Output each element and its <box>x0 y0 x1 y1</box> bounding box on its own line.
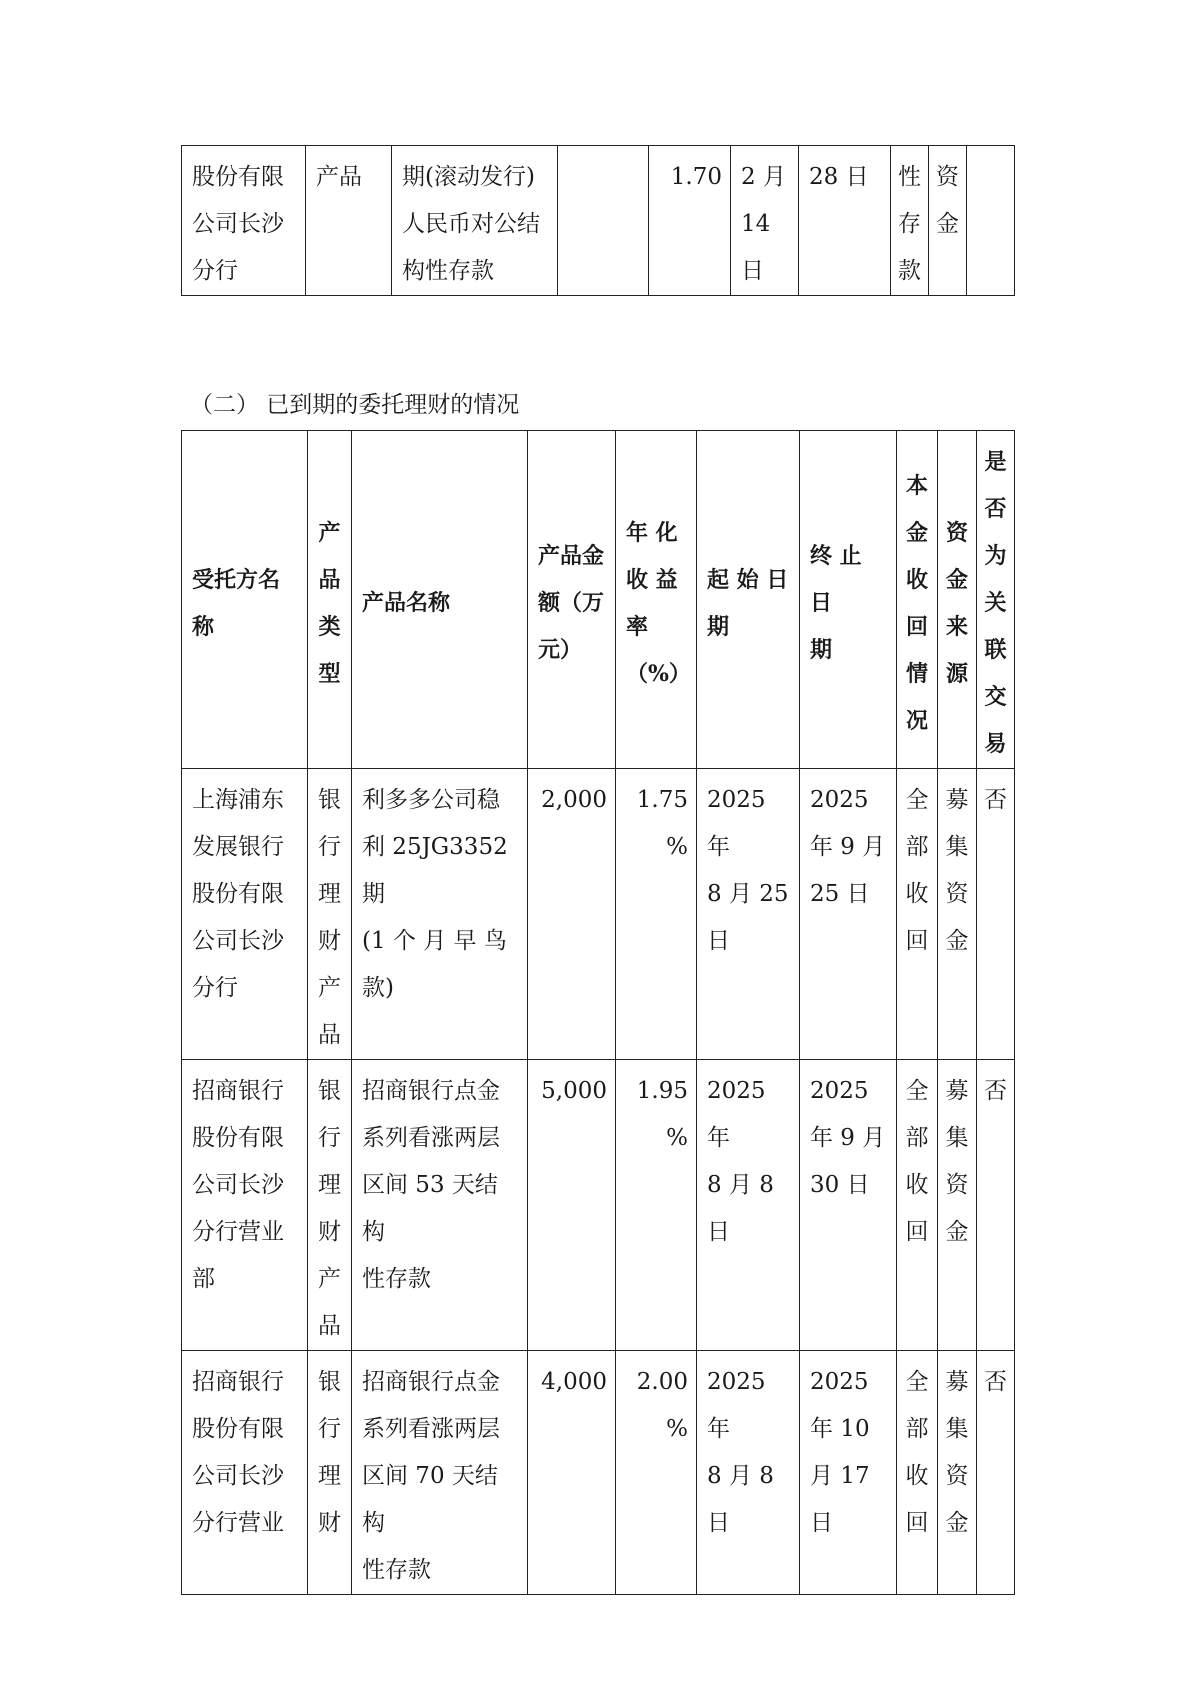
cell-source <box>938 1351 977 1595</box>
cell-line: 日 <box>810 1510 833 1536</box>
cell-line: 资 <box>936 164 959 190</box>
cell-line: 系列看涨两层 <box>362 1416 500 1442</box>
cell-bank <box>182 146 306 296</box>
cell-line: % <box>666 1416 688 1442</box>
cell-source <box>938 769 977 1060</box>
cell-line: 关 <box>984 590 1007 616</box>
continued-table <box>181 145 1015 296</box>
section-title: （二） 已到期的委托理财的情况 <box>190 392 520 418</box>
cell-line: 类 <box>318 613 341 640</box>
cell-line: 况 <box>905 707 928 734</box>
cell-line: 金 <box>945 928 969 954</box>
cell-line: 2025 年 <box>707 1078 766 1151</box>
cell-line: 招商银行点金 <box>362 1369 500 1395</box>
cell-line: 易 <box>984 731 1007 757</box>
cell-line: 联 <box>984 637 1007 663</box>
cell-line: 银 <box>318 1369 341 1395</box>
cell-end <box>800 1351 897 1595</box>
cell-line: 募 <box>945 1078 969 1104</box>
cell-line: 是 <box>984 449 1007 475</box>
cell-line: 行 <box>318 834 341 860</box>
cell-line: 分行营业 <box>192 1510 284 1536</box>
header-related <box>977 431 1015 769</box>
cell-line: 资 <box>945 1463 969 1489</box>
cell-line: 招商银行 <box>192 1369 284 1395</box>
cell-line: 分行 <box>192 975 238 1001</box>
cell-line: 月 17 <box>810 1463 870 1489</box>
cell-line: 产品 <box>316 164 362 190</box>
cell-recovery <box>897 1351 938 1595</box>
cell-line: 交 <box>984 684 1007 710</box>
cell-line: 行 <box>318 1416 341 1442</box>
cell-line: 上海浦东 <box>192 787 284 813</box>
cell-start <box>697 1351 800 1595</box>
cell-related: 否 <box>977 1060 1015 1351</box>
cell-line: 产 <box>318 519 341 546</box>
header-start <box>697 431 800 769</box>
cell-line: 本 <box>905 472 928 499</box>
cell-line: 公司长沙 <box>192 928 284 954</box>
cell-line: 金 <box>905 519 928 546</box>
header-bank: 受托方名称 <box>182 431 308 769</box>
cell-line: 30 日 <box>810 1172 870 1198</box>
cell-name <box>392 146 558 296</box>
cell-line: 集 <box>945 1125 969 1151</box>
cell-line: 募 <box>945 787 969 813</box>
cell-line: 分行营业 <box>192 1219 284 1245</box>
cell-line: 2025 <box>810 787 869 813</box>
cell-type <box>308 769 352 1060</box>
cell-line: 年 9 月 <box>810 1125 886 1151</box>
cell-name <box>352 1060 528 1351</box>
cell-line: 期(滚动发行) <box>402 164 535 190</box>
cell-line: 品 <box>318 1313 341 1339</box>
cell-line: 利多多公司稳 <box>362 787 500 813</box>
cell-line: 型 <box>318 660 341 687</box>
cell-line: 14 <box>741 211 771 237</box>
cell-line: 终 止 日 <box>810 543 862 616</box>
cell-line: 募 <box>945 1369 969 1395</box>
cell-rate <box>616 1060 697 1351</box>
cell-start <box>697 1060 800 1351</box>
cell-line: 利 25JG3352 期 <box>362 834 508 907</box>
cell-line: 28 日 <box>809 164 869 190</box>
cell-line: 2025 年 <box>707 1369 766 1442</box>
cell-line: 回 <box>905 1219 929 1245</box>
cell-line: 全 <box>905 787 929 813</box>
cell-line: 理 <box>318 1172 341 1198</box>
cell-line: 股份有限 <box>192 881 284 907</box>
cell-line: 收 益 <box>626 566 678 593</box>
cell-line: 资 <box>945 519 968 546</box>
header-type <box>308 431 352 769</box>
cell-line: 理 <box>318 1463 341 1489</box>
header-recovery <box>897 431 938 769</box>
cell-line: % <box>666 834 688 860</box>
cell-line: 2025 <box>810 1369 869 1395</box>
cell-amount: 4,000 <box>528 1351 616 1595</box>
cell-line: 财 <box>318 1510 341 1536</box>
cell-line: (1 个 月 早 鸟 <box>362 928 507 954</box>
cell-line: 招商银行 <box>192 1078 284 1104</box>
cell-line: 期 <box>810 637 833 663</box>
cell-recovery <box>897 769 938 1060</box>
cell-line: 人民币对公结 <box>402 211 540 237</box>
matured-table <box>181 430 1015 1595</box>
cell-line: 系列看涨两层 <box>362 1125 500 1151</box>
cell-start <box>697 769 800 1060</box>
cell-line: 公司长沙 <box>192 1463 284 1489</box>
cell-line: 8 月 8 日 <box>707 1463 774 1536</box>
cell-line: 收 <box>905 1463 929 1489</box>
table-row <box>182 146 1015 296</box>
cell-line: 元） <box>538 637 583 663</box>
cell-line: 品 <box>318 1022 341 1048</box>
cell-start <box>731 146 799 296</box>
cell-bank <box>182 1060 308 1351</box>
cell-line: 产品金 <box>538 543 605 569</box>
cell-line: 1.95 <box>636 1078 688 1104</box>
cell-line: 情 <box>905 660 928 687</box>
cell-line: 股份有限 <box>192 1125 284 1151</box>
cell-line: 否 <box>984 496 1007 522</box>
cell-line: 收 <box>905 566 928 593</box>
cell-line: 部 <box>905 834 929 860</box>
cell-line: 2025 <box>810 1078 869 1104</box>
cell-line: 部 <box>905 1416 929 1442</box>
cell-line: 招商银行点金 <box>362 1078 500 1104</box>
cell-line: 2 月 <box>741 164 786 190</box>
cell-line: 集 <box>945 1416 969 1442</box>
cell-amount <box>558 146 649 296</box>
cell-line: 日 <box>707 928 730 954</box>
cell-line: 资 <box>945 881 969 907</box>
cell-name <box>352 769 528 1060</box>
cell-line: 全 <box>905 1078 929 1104</box>
cell-type <box>308 1351 352 1595</box>
cell-line: 理 <box>318 881 341 907</box>
cell-amount: 5,000 <box>528 1060 616 1351</box>
cell-line: 1.75 <box>636 787 688 813</box>
cell-line: 收 <box>905 881 929 907</box>
cell-source <box>929 146 967 296</box>
cell-end <box>799 146 891 296</box>
cell-line: 年 10 <box>810 1416 870 1442</box>
cell-rate <box>616 1351 697 1595</box>
header-end <box>800 431 897 769</box>
cell-rate: 1.70 <box>649 146 731 296</box>
cell-line: % <box>666 1125 688 1151</box>
cell-recovery <box>897 1060 938 1351</box>
cell-line: 为 <box>984 543 1007 569</box>
header-name: 产品名称 <box>352 431 528 769</box>
cell-end <box>800 769 897 1060</box>
cell-line: 回 <box>905 613 928 640</box>
cell-line: 银 <box>318 787 341 813</box>
cell-line: 源 <box>945 660 968 687</box>
cell-line: 金 <box>945 1219 969 1245</box>
header-source <box>938 431 977 769</box>
cell-line: 品 <box>318 566 341 593</box>
cell-line: 回 <box>905 1510 929 1536</box>
cell-line: 25 日 <box>810 881 870 907</box>
cell-line: 区间 70 天结构 <box>362 1463 498 1536</box>
cell-line: 金 <box>945 566 968 593</box>
cell-line: 公司长沙 <box>192 211 284 237</box>
header-rate <box>616 431 697 769</box>
cell-related: 否 <box>977 769 1015 1060</box>
header-amount <box>528 431 616 769</box>
cell-source <box>938 1060 977 1351</box>
cell-line: 来 <box>945 613 968 640</box>
cell-bank <box>182 769 308 1060</box>
table-row <box>182 1060 1015 1351</box>
table-header-row <box>182 431 1015 769</box>
cell-line: 额（万 <box>538 590 605 616</box>
cell-type <box>306 146 392 296</box>
cell-line: 银 <box>318 1078 341 1104</box>
cell-line: 存 <box>898 211 921 237</box>
cell-end <box>800 1060 897 1351</box>
cell-line: 部 <box>192 1266 215 1292</box>
cell-line: 2.00 <box>636 1369 688 1395</box>
cell-line: 产 <box>318 975 341 1001</box>
cell-line: 款 <box>898 258 921 284</box>
cell-line: 财 <box>318 1219 341 1245</box>
table-row <box>182 769 1015 1060</box>
cell-line: 收 <box>905 1172 929 1198</box>
cell-related <box>967 146 1015 296</box>
table-row <box>182 1351 1015 1595</box>
cell-line: 性存款 <box>362 1266 431 1292</box>
cell-line: 股份有限 <box>192 1416 284 1442</box>
cell-line: 年 9 月 <box>810 834 886 860</box>
cell-line: 期 <box>707 613 730 640</box>
cell-line: 公司长沙 <box>192 1172 284 1198</box>
cell-line: 性存款 <box>362 1557 431 1583</box>
cell-line: 集 <box>945 834 969 860</box>
cell-line: 回 <box>905 928 929 954</box>
cell-line: 性 <box>898 164 921 190</box>
cell-line: 行 <box>318 1125 341 1151</box>
cell-line: 股份有限 <box>192 164 284 190</box>
cell-bank <box>182 1351 308 1595</box>
cell-line: 款) <box>362 975 394 1001</box>
cell-line: 金 <box>945 1510 969 1536</box>
cell-kind <box>891 146 929 296</box>
cell-line: 金 <box>936 211 959 237</box>
cell-line: 财 <box>318 928 341 954</box>
cell-line: 8 月 8 日 <box>707 1172 774 1245</box>
cell-line: 区间 53 天结构 <box>362 1172 498 1245</box>
cell-line: 年 化 <box>626 519 678 546</box>
cell-line: 2025 年 <box>707 787 766 860</box>
cell-line: 构性存款 <box>402 258 494 284</box>
cell-line: 分行 <box>192 258 238 284</box>
cell-line: 发展银行 <box>192 834 284 860</box>
cell-line: 产 <box>318 1266 341 1292</box>
cell-line: 全 <box>905 1369 929 1395</box>
cell-amount: 2,000 <box>528 769 616 1060</box>
cell-line: 日 <box>741 258 764 284</box>
cell-line: 起 始 日 <box>707 566 789 593</box>
cell-line: 率（%） <box>626 613 691 687</box>
cell-line: 资 <box>945 1172 969 1198</box>
cell-rate <box>616 769 697 1060</box>
cell-related: 否 <box>977 1351 1015 1595</box>
cell-line: 8 月 25 <box>707 881 789 907</box>
cell-type <box>308 1060 352 1351</box>
cell-name <box>352 1351 528 1595</box>
cell-line: 部 <box>905 1125 929 1151</box>
